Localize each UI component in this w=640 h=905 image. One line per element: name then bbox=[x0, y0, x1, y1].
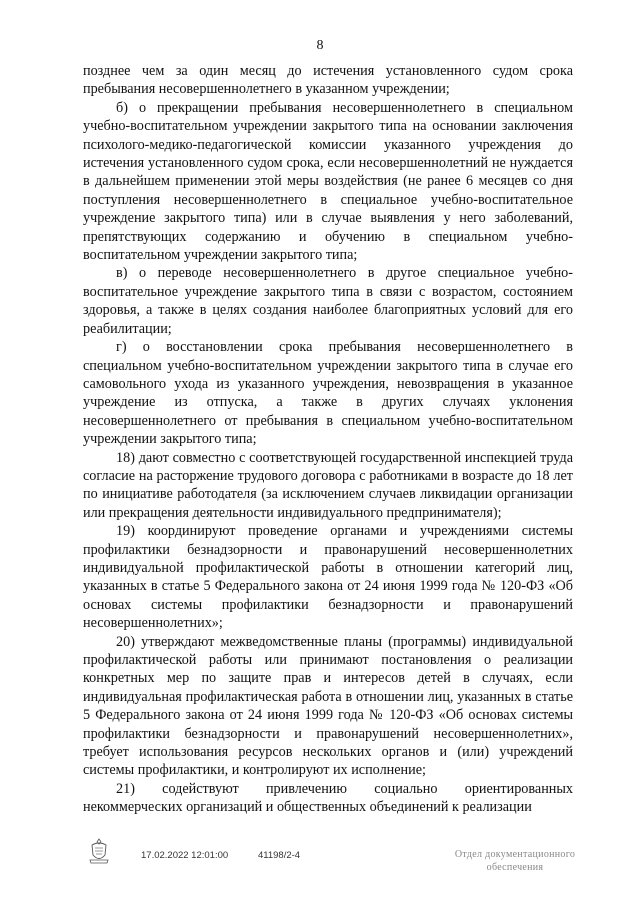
paragraph: в) о переводе несовершеннолетнего в другое специальное учебно-воспитательное учреждение закрытого типа в связи с возрастом, состоянием здоровья, а также в целях создания наиболее благоприятных условий для его реабилитации; bbox=[83, 265, 573, 337]
document-code: 41198/2-4 bbox=[258, 850, 301, 861]
page-footer bbox=[0, 836, 640, 896]
document-body bbox=[83, 62, 573, 817]
department-stamp: Отдел документационного обеспечения bbox=[454, 849, 576, 873]
paragraph: 19) координируют проведение органами и учреждениями системы профилактики безнадзорности и правонарушений несовершеннолетних индивидуальной профилактической работы в отношении категорий лиц, указанных в статье 5 Федерального закона от 24 июня 1999 года № 120-ФЗ «Об основах системы профилактики безнадзорности и правонарушений несовершеннолетних»; bbox=[83, 523, 573, 632]
paragraph: позднее чем за один месяц до истечения установленного судом срока пребывания несовершеннолетнего в указанном учреждении; bbox=[83, 63, 573, 98]
coat-of-arms-icon bbox=[88, 838, 110, 864]
page-number: 8 bbox=[316, 38, 324, 53]
paragraph: 18) дают совместно с соответствующей государственной инспекцией труда согласие на расторжение трудового договора с работниками в возрасте до 18 лет по инициативе работодателя (за исключением случаев ликвидации организации или прекращения деятельности индивидуального предпринимателя); bbox=[83, 449, 573, 521]
paragraph: г) о восстановлении срока пребывания несовершеннолетнего в специальном учебно-воспитательном учреждении закрытого типа в случае его самовольного ухода из указанного учреждения, невозвращения в указанное учреждение из отпуска, а также в других случаях уклонения несовершеннолетнего от пребывания в специальном учебно-воспитательном учреждении закрытого типа; bbox=[83, 339, 573, 448]
paragraph: 21) содействуют привлечению социально ориентированных некоммерческих организаций и общественных объединений к реализации bbox=[83, 780, 573, 816]
paragraph: 20) утверждают межведомственные планы (программы) индивидуальной профилактической работы или принимают постановления о реализации конкретных мер по защите прав и интересов детей в случаях, если индивидуальная профилактическая работа в отношении лиц, указанных в статье 5 Федерального закона от 24 июня 1999 года № 120-ФЗ «Об основах системы профилактики безнадзорности и правонарушений несовершеннолетних», требует использования ресурсов нескольких органов и (или) учреждений системы профилактики, и контролируют их исполнение; bbox=[83, 633, 573, 779]
paragraph: б) о прекращении пребывания несовершеннолетнего в специальном учебно-воспитательном учреждении закрытого типа на основании заключения психолого-медико-педагогической комиссии указанного учреждения до истечения установленного судом срока, если несовершеннолетний не нуждается в дальнейшем применении этой меры воздействия (не ранее 6 месяцев со дня поступления несовершеннолетнего в специальное учебно-воспитательное учреждение закрытого типа) или в случае выявления у него заболеваний, препятствующих содержанию и обучению в специальном учебно-воспитательном учреждении закрытого типа; bbox=[83, 99, 573, 264]
timestamp: 17.02.2022 12:01:00 bbox=[141, 850, 229, 861]
